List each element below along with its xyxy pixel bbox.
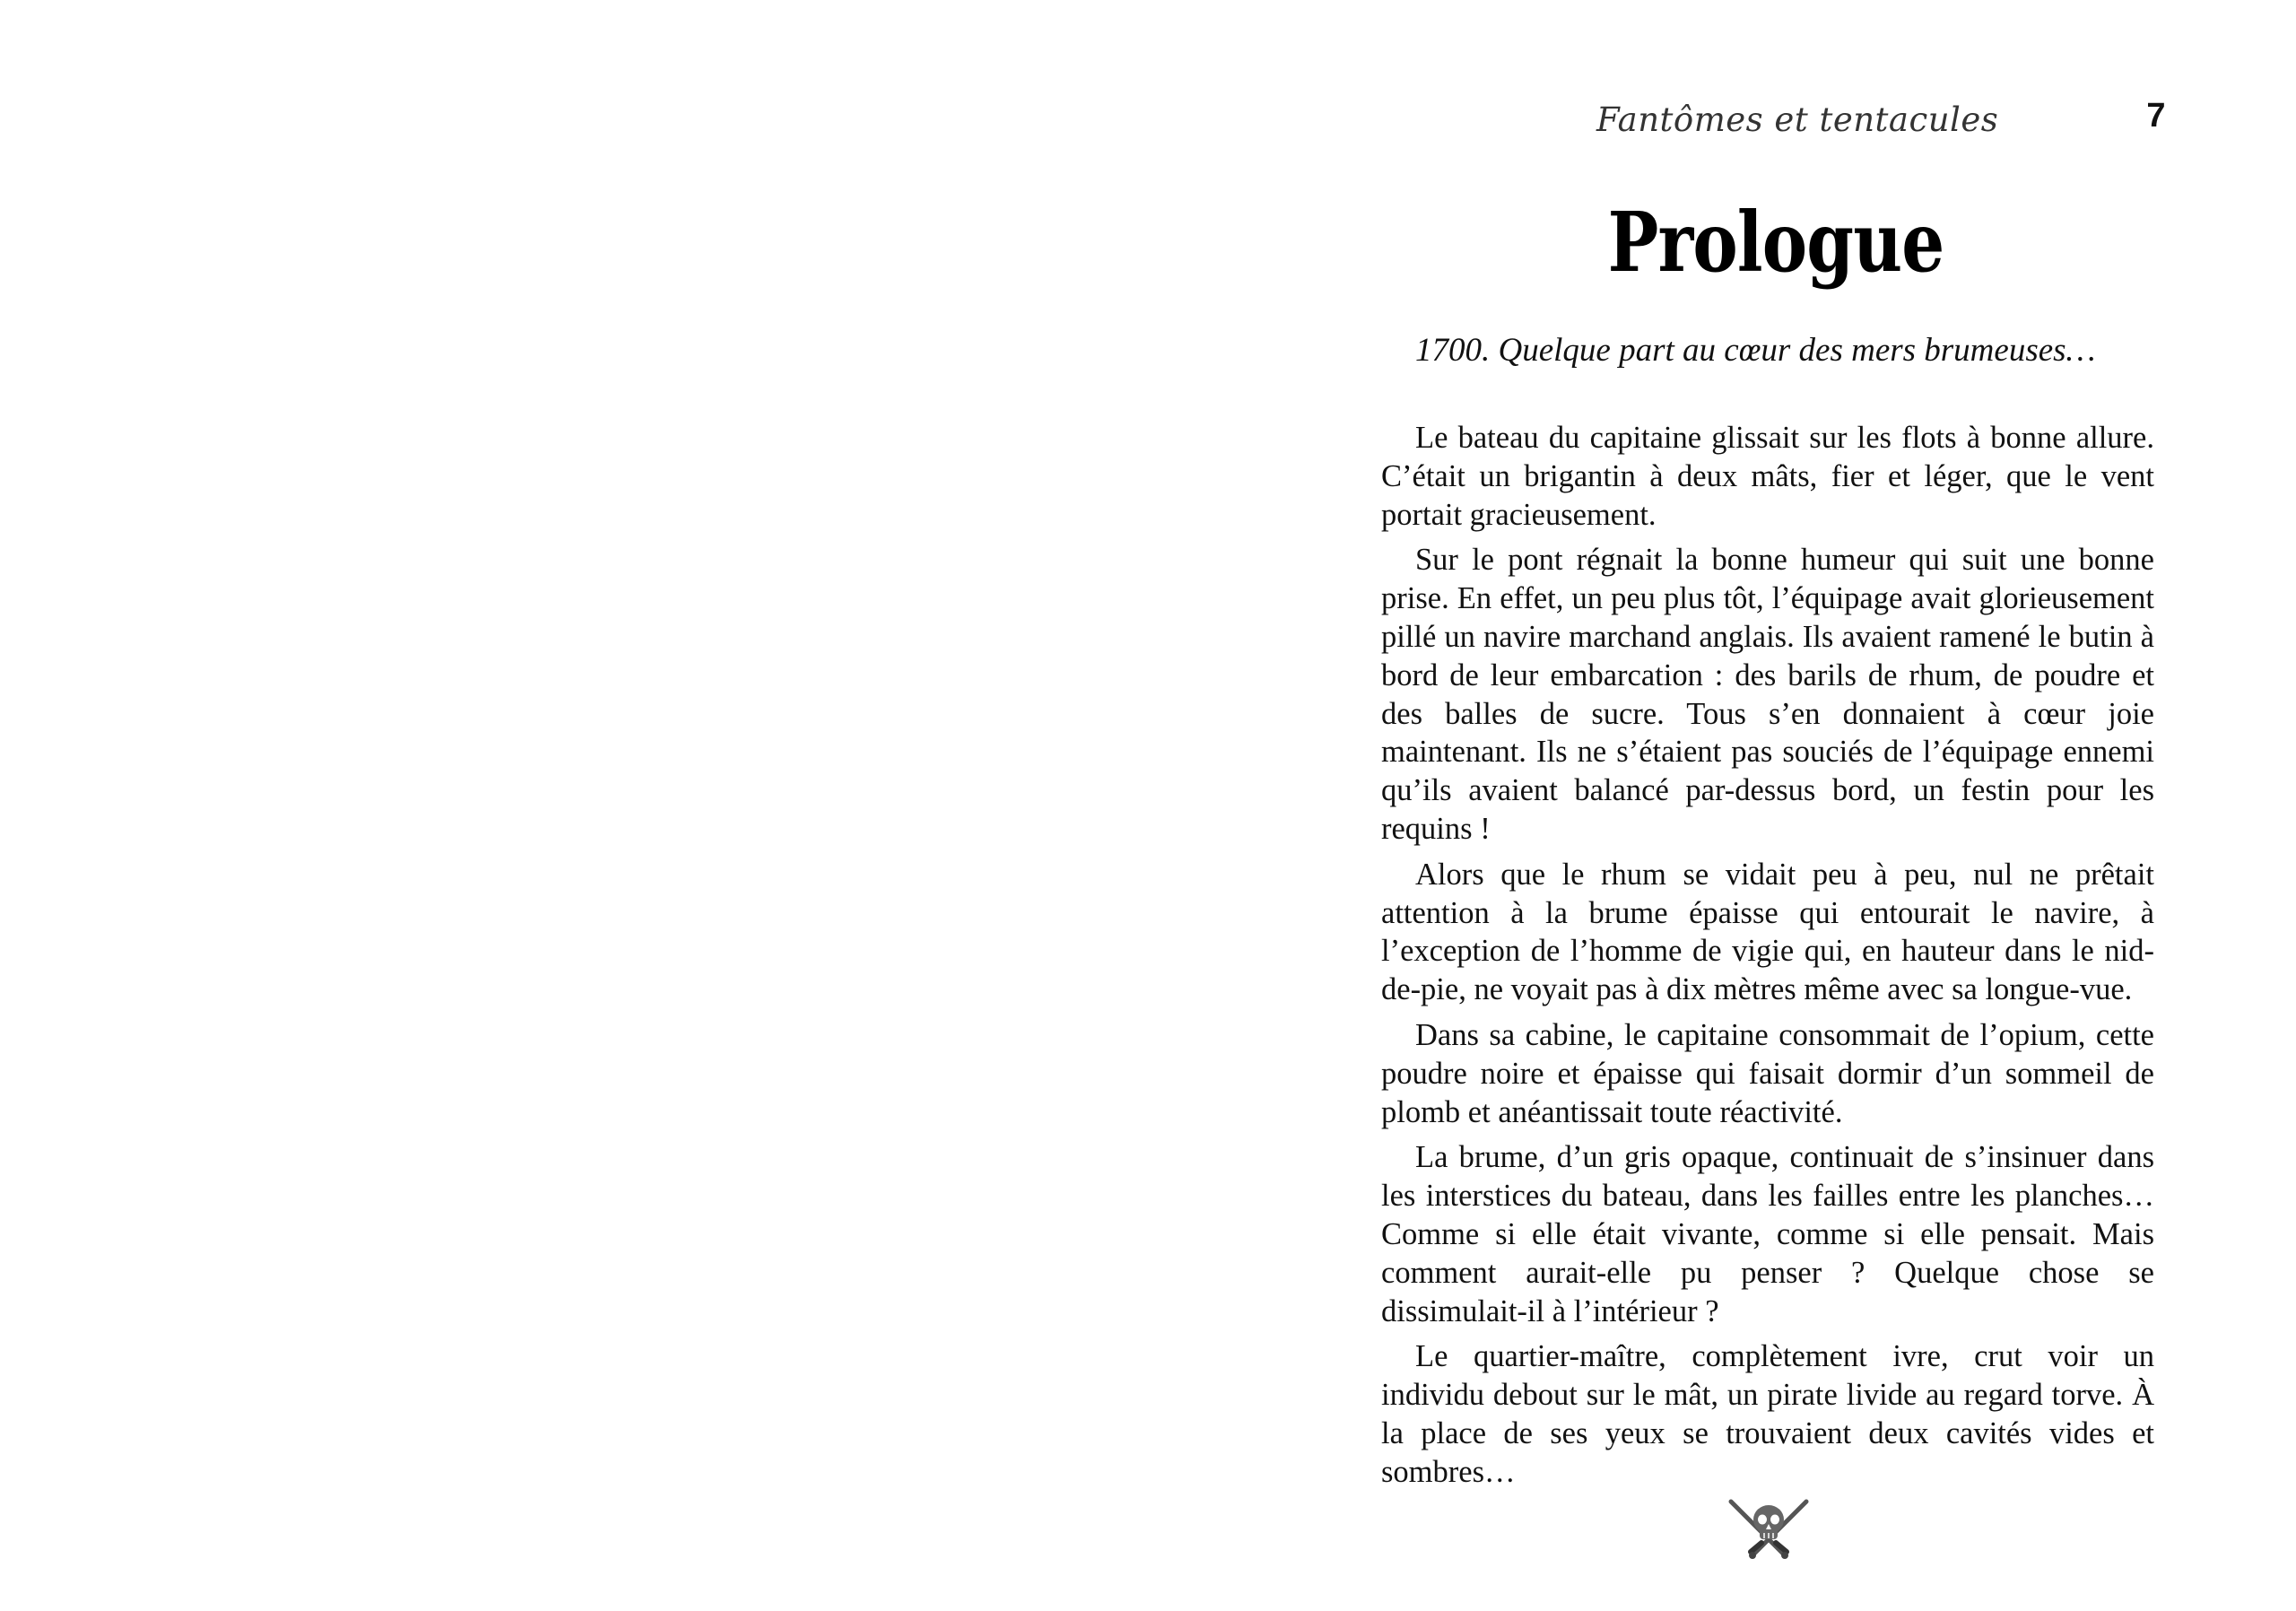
paragraph: Dans sa cabine, le capitaine consommait de l’opium, cette poudre noire et épaisse qui faisait dormir d’un sommeil de plomb et anéantissait toute réactivité. (1381, 1017, 2154, 1129)
paragraph: La brume, d’un gris opaque, continuait de s’insinuer dans les interstices du bateau, dans les failles entre les planches… Comme si elle était vivante, comme si elle pensait. Mais comment aurait-elle pu penser ? Quelque chose se dissimulait-il à l’intérieur ? (1381, 1140, 2154, 1328)
paragraph: Le quartier-maître, complètement ivre, crut voir un individu debout sur le mât, un pirate livide au regard torve. À la place de ses yeux se trouvaient deux cavités vides et sombres… (1381, 1339, 2154, 1489)
skull-crossed-sabres-icon (1724, 1496, 1813, 1561)
chapter-title: Prologue (1607, 194, 1944, 291)
running-head: Fantômes et tentacules (1596, 100, 1999, 139)
body-text (1381, 419, 2154, 1499)
page-number: 7 (2146, 97, 2166, 135)
paragraph: Alors que le rhum se vidait peu à peu, nul ne prêtait attention à la brume épaisse qui entourait le navire, à l’exception de l’homme de vigie qui, en hauteur dans le nid-de-pie, ne voyait pas à dix mètres même avec sa longue-vue. (1381, 857, 2154, 1007)
chapter-epigraph: 1700. Quelque part au cœur des mers brumeuses… (1415, 332, 2096, 369)
paragraph: Le bateau du capitaine glissait sur les flots à bonne allure. C’était un brigantin à deux mâts, fier et léger, que le vent portait gracieusement. (1381, 421, 2154, 532)
paragraph: Sur le pont régnait la bonne humeur qui suit une bonne prise. En effet, un peu plus tôt, l’équipage avait glorieusement pillé un navire marchand anglais. Ils avaient ramené le butin à bord de leur embarcation : des barils de rhum, de poudre et des balles de sucre. Tous s’en donnaient à cœur joie maintenant. Ils ne s’étaient pas souciés de l’équipage ennemi qu’ils avaient balancé par-dessus bord, un festin pour les requins ! (1381, 543, 2154, 846)
